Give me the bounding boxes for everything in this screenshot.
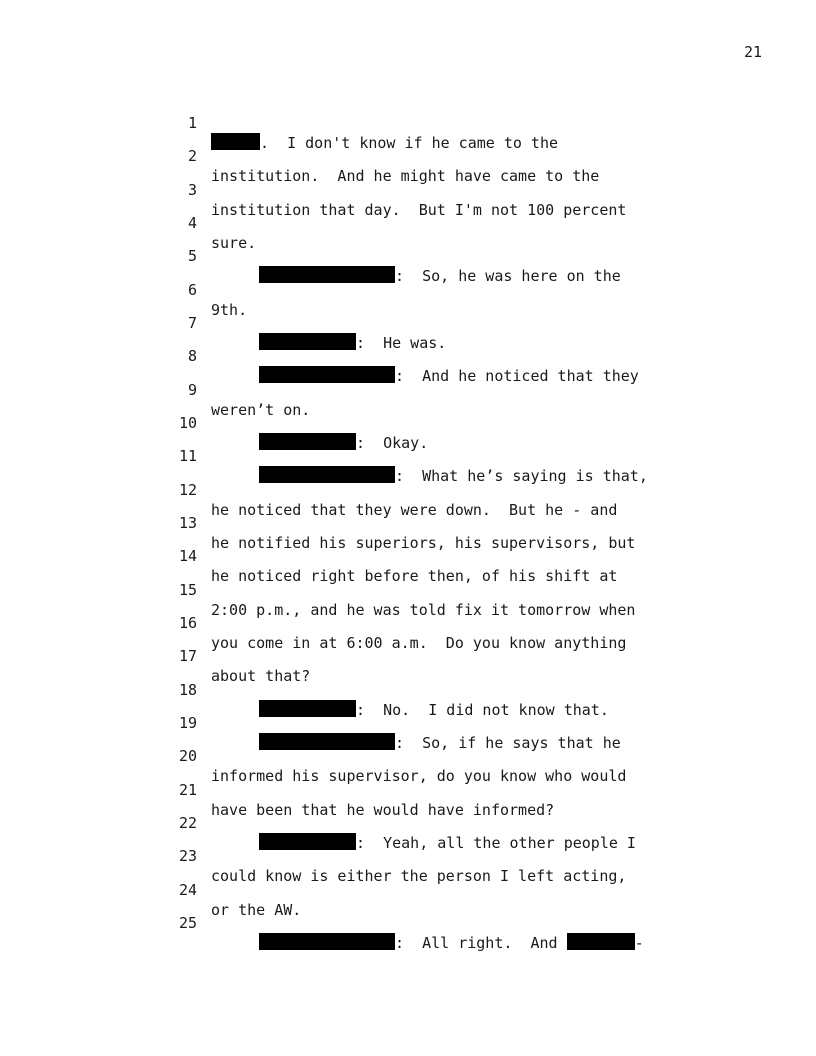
- line-content: institution. And he might have came to the: [211, 167, 600, 185]
- transcript-line: [0, 93, 816, 152]
- line-number: 23: [178, 847, 197, 865]
- line-content: : Yeah, all the other people I: [356, 834, 636, 852]
- transcript-line: [0, 860, 816, 919]
- line-content: 9th.: [211, 301, 248, 319]
- redaction-box: [567, 933, 635, 950]
- line-number: 21: [178, 781, 197, 799]
- line-number: 6: [187, 281, 197, 299]
- redaction-box: [259, 933, 395, 950]
- line-content: : Okay.: [356, 434, 429, 452]
- transcript-line: [0, 426, 816, 485]
- line-content-tail: -: [634, 934, 644, 952]
- transcript-line: [0, 226, 816, 285]
- transcript-line: [0, 460, 816, 519]
- transcript-line: [0, 726, 816, 785]
- transcript-line: [0, 760, 816, 819]
- transcript-line: [0, 193, 816, 252]
- transcript-line: [0, 560, 816, 619]
- line-number: 7: [187, 314, 197, 332]
- transcript-line: [0, 360, 816, 419]
- line-content: : So, if he says that he: [395, 734, 621, 752]
- page-number: 21: [743, 43, 762, 61]
- transcript-line: [0, 293, 816, 352]
- line-number: 24: [178, 881, 197, 899]
- line-number: 15: [178, 581, 197, 599]
- line-number: 1: [187, 114, 197, 132]
- line-content: he notified his superiors, his supervisors, but: [211, 534, 636, 552]
- line-content: he noticed right before then, of his shift at: [211, 567, 618, 585]
- line-number: 3: [187, 181, 197, 199]
- transcript-line: [0, 526, 816, 585]
- line-number: 8: [187, 347, 197, 365]
- line-number: 17: [178, 647, 197, 665]
- line-content: institution that day. But I'm not 100 percent: [211, 201, 627, 219]
- line-number: 11: [178, 447, 197, 465]
- line-content: : What he’s saying is that,: [395, 467, 648, 485]
- line-content: . I don't know if he came to the: [260, 134, 559, 152]
- line-number: 14: [178, 547, 197, 565]
- line-content: or the AW.: [211, 901, 302, 919]
- transcript-line: [0, 393, 816, 452]
- line-content: you come in at 6:00 a.m. Do you know anything: [211, 634, 627, 652]
- line-content: informed his supervisor, do you know who would: [211, 767, 627, 785]
- transcript-line: [0, 326, 816, 385]
- transcript-line: [0, 493, 816, 552]
- transcript-line: [0, 126, 816, 185]
- line-content: : And he noticed that they: [395, 367, 639, 385]
- line-number: 25: [178, 914, 197, 932]
- line-number: 9: [187, 381, 197, 399]
- transcript-line: [0, 160, 816, 219]
- line-content: : He was.: [356, 334, 447, 352]
- line-number: 16: [178, 614, 197, 632]
- line-text: [259, 933, 644, 953]
- transcript-line: [0, 893, 816, 952]
- transcript-line: [0, 260, 816, 319]
- line-number: 5: [187, 247, 197, 265]
- line-content: : No. I did not know that.: [356, 701, 609, 719]
- line-content: have been that he would have informed?: [211, 801, 555, 819]
- line-content: sure.: [211, 234, 257, 252]
- transcript-line: [0, 693, 816, 752]
- line-number: 22: [178, 814, 197, 832]
- line-number: 10: [178, 414, 197, 432]
- line-content: could know is either the person I left acting,: [211, 867, 627, 885]
- transcript-line: [0, 826, 816, 885]
- line-number: 18: [178, 681, 197, 699]
- transcript-line: [0, 593, 816, 652]
- line-number: 4: [187, 214, 197, 232]
- line-content: 2:00 p.m., and he was told fix it tomorrow when: [211, 601, 636, 619]
- transcript-line: [0, 793, 816, 852]
- line-number: 13: [178, 514, 197, 532]
- line-number: 20: [178, 747, 197, 765]
- line-content: about that?: [211, 667, 311, 685]
- line-content: weren’t on.: [211, 401, 311, 419]
- line-content: he noticed that they were down. But he - and: [211, 501, 618, 519]
- line-number: 12: [178, 481, 197, 499]
- line-number: 2: [187, 147, 197, 165]
- transcript-line: [0, 626, 816, 685]
- transcript-line: [0, 660, 816, 719]
- line-number: 19: [178, 714, 197, 732]
- line-content: : So, he was here on the: [395, 267, 621, 285]
- line-content: : All right. And: [395, 934, 567, 952]
